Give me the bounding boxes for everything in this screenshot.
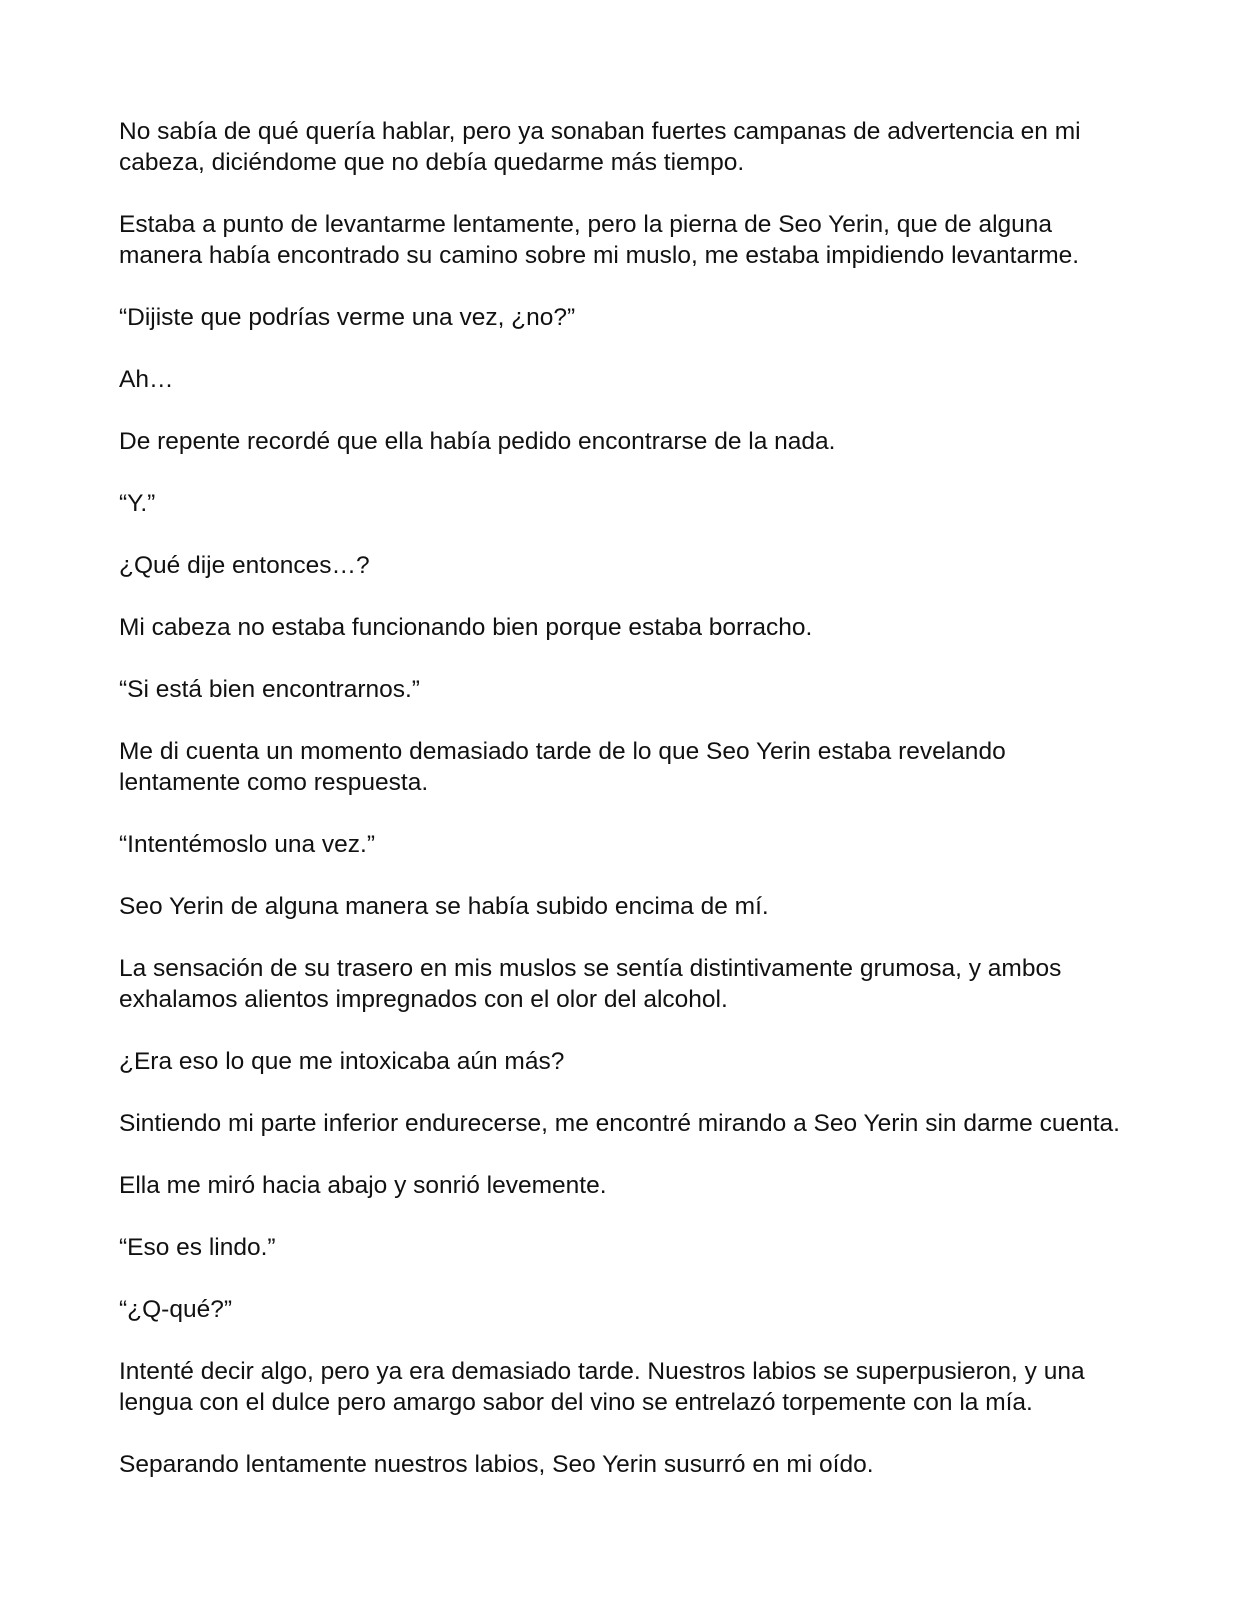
- paragraph: “Dijiste que podrías verme una vez, ¿no?”: [119, 304, 576, 331]
- paragraph: “Si está bien encontrarnos.”: [119, 676, 420, 703]
- paragraph: Estaba a punto de levantarme lentamente, pero la pierna de Seo Yerin, que de alguna manera había encontrado su camino sobre mi muslo, me estaba impidiendo levantarme.: [119, 211, 1080, 269]
- document-body: [119, 116, 1129, 1511]
- paragraph: ¿Era eso lo que me intoxicaba aún más?: [119, 1048, 565, 1075]
- paragraph: “¿Q-qué?”: [119, 1296, 233, 1323]
- paragraph: ¿Qué dije entonces…?: [119, 552, 370, 579]
- paragraph: Sintiendo mi parte inferior endurecerse, me encontré mirando a Seo Yerin sin darme cuenta.: [119, 1110, 1120, 1137]
- paragraph: Seo Yerin de alguna manera se había subido encima de mí.: [119, 893, 769, 920]
- paragraph: De repente recordé que ella había pedido encontrarse de la nada.: [119, 428, 836, 455]
- paragraph: “Eso es lindo.”: [119, 1234, 276, 1261]
- paragraph: No sabía de qué quería hablar, pero ya sonaban fuertes campanas de advertencia en mi cabeza, diciéndome que no debía quedarme más tiempo.: [119, 118, 1081, 176]
- paragraph: Ella me miró hacia abajo y sonrió levemente.: [119, 1172, 607, 1199]
- paragraph: Separando lentamente nuestros labios, Seo Yerin susurró en mi oído.: [119, 1451, 874, 1478]
- paragraph: Mi cabeza no estaba funcionando bien porque estaba borracho.: [119, 614, 813, 641]
- paragraph: Ah…: [119, 366, 174, 393]
- paragraph: La sensación de su trasero en mis muslos se sentía distintivamente grumosa, y ambos exhalamos alientos impregnados con el olor del alcohol.: [119, 955, 1062, 1013]
- paragraph: Intenté decir algo, pero ya era demasiado tarde. Nuestros labios se superpusieron, y una lengua con el dulce pero amargo sabor del vino se entrelazó torpemente con la mía.: [119, 1358, 1085, 1416]
- paragraph: “Intentémoslo una vez.”: [119, 831, 376, 858]
- paragraph: Me di cuenta un momento demasiado tarde de lo que Seo Yerin estaba revelando lentamente como respuesta.: [119, 738, 1006, 796]
- paragraph: “Y.”: [119, 490, 156, 517]
